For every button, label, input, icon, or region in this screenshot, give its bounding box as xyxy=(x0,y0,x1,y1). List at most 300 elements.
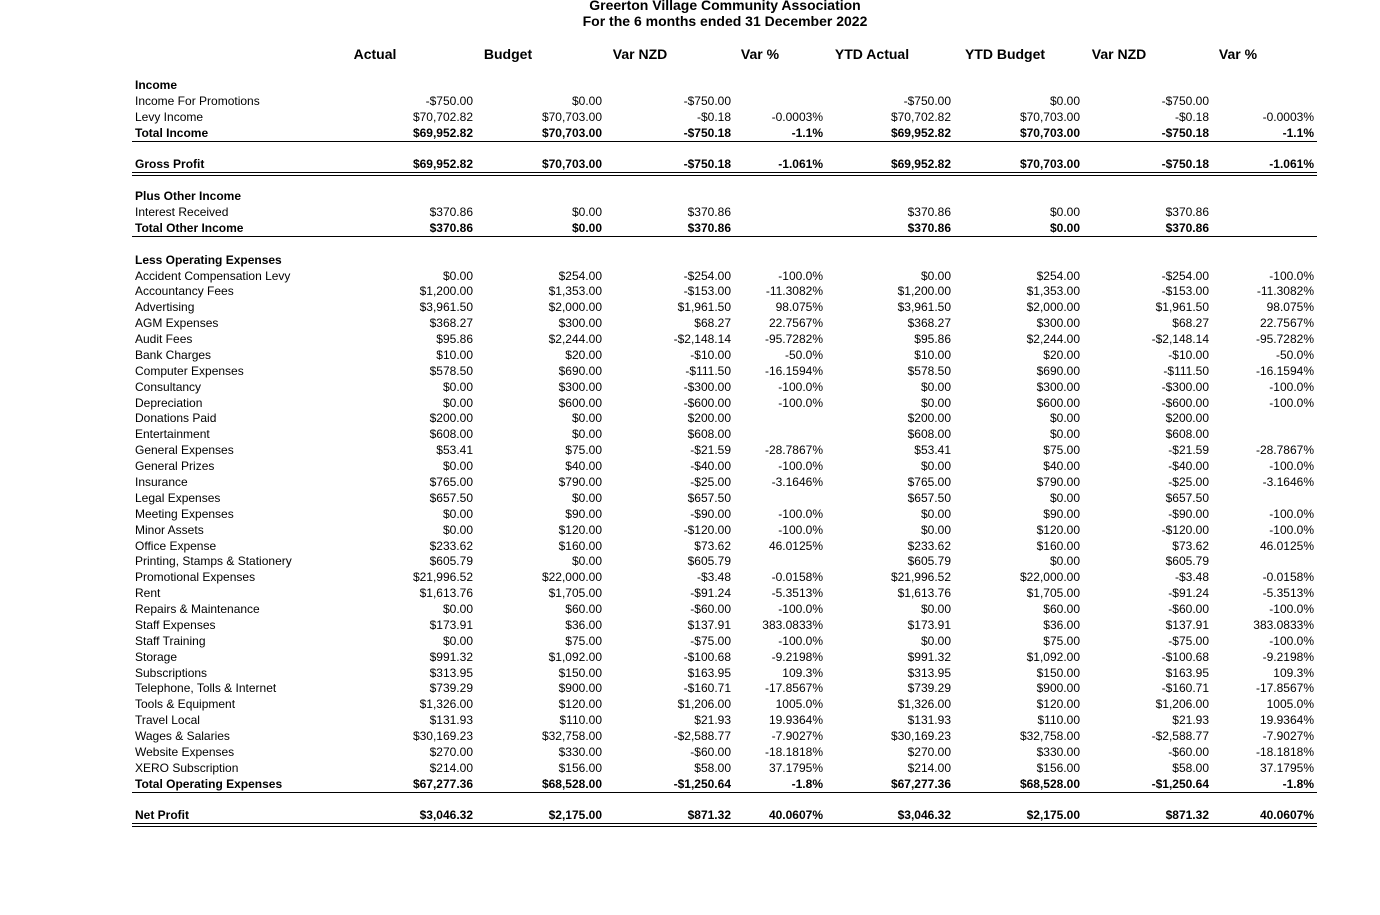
table-row xyxy=(0,111,1380,127)
table-row xyxy=(0,762,1380,778)
cell-value: $90.00 xyxy=(565,506,602,521)
cell-value: $690.00 xyxy=(1036,363,1080,378)
cell-value: $608.00 xyxy=(687,427,731,442)
row-label: XERO Subscription xyxy=(135,760,239,775)
cell-value: $608.00 xyxy=(907,427,951,442)
cell-value: -100.0% xyxy=(1269,395,1314,410)
cell-value: -$100.68 xyxy=(1161,649,1209,664)
cell-value: -0.0158% xyxy=(1262,570,1314,585)
cell-value: 22.7567% xyxy=(1259,316,1314,331)
cell-value: -$750.00 xyxy=(903,93,951,108)
cell-value: -$750.00 xyxy=(683,93,731,108)
cell-value: $991.32 xyxy=(907,649,951,664)
cell-value: $1,961.50 xyxy=(677,300,731,315)
cell-value: $0.00 xyxy=(571,490,602,505)
cell-value: -$60.00 xyxy=(690,744,731,759)
cell-value: $0.00 xyxy=(442,522,473,537)
cell-value: -$111.50 xyxy=(1163,363,1209,378)
cell-value: 109.3% xyxy=(782,665,823,680)
cell-value: $0.00 xyxy=(920,522,951,537)
cell-value: $3,046.32 xyxy=(419,808,473,823)
cell-value: $270.00 xyxy=(907,744,951,759)
cell-value: $871.32 xyxy=(1165,808,1209,823)
table-row xyxy=(0,667,1380,683)
cell-value: $368.27 xyxy=(907,316,951,331)
double-underline xyxy=(132,823,1317,827)
cell-value: $254.00 xyxy=(1036,268,1080,283)
table-row xyxy=(0,301,1380,317)
cell-value: $1,961.50 xyxy=(1155,300,1209,315)
cell-value: -$600.00 xyxy=(683,395,731,410)
row-label: Advertising xyxy=(135,300,195,315)
cell-value: $657.50 xyxy=(907,490,951,505)
table-row xyxy=(0,635,1380,651)
cell-value: 383.0833% xyxy=(762,617,823,632)
cell-value: $68.27 xyxy=(694,316,731,331)
cell-value: $0.00 xyxy=(920,633,951,648)
cell-value: $32,758.00 xyxy=(1019,729,1080,744)
column-header: Budget xyxy=(483,46,533,62)
cell-value: $0.00 xyxy=(1049,205,1080,220)
cell-value: -100.0% xyxy=(778,459,823,474)
cell-value: -1.8% xyxy=(791,776,823,791)
cell-value: $605.79 xyxy=(687,554,731,569)
column-header: Var NZD xyxy=(1091,46,1147,62)
row-label: Repairs & Maintenance xyxy=(135,602,260,617)
cell-value: $1,705.00 xyxy=(548,586,602,601)
cell-value: $657.50 xyxy=(687,490,731,505)
cell-value: $214.00 xyxy=(907,760,951,775)
cell-value: -$40.00 xyxy=(690,459,731,474)
cell-value: $605.79 xyxy=(429,554,473,569)
cell-value: $68,528.00 xyxy=(541,776,602,791)
cell-value: $0.00 xyxy=(1049,490,1080,505)
cell-value: -$91.24 xyxy=(690,586,731,601)
cell-value: $3,046.32 xyxy=(897,808,951,823)
total-underline xyxy=(132,236,1317,237)
cell-value: $0.00 xyxy=(442,506,473,521)
cell-value: $370.86 xyxy=(429,205,473,220)
cell-value: $0.00 xyxy=(571,554,602,569)
column-header: Var % xyxy=(1218,46,1258,62)
cell-value: -0.0003% xyxy=(1262,109,1314,124)
cell-value: 1005.0% xyxy=(1266,697,1314,712)
cell-value: $137.91 xyxy=(1165,617,1209,632)
cell-value: -$0.18 xyxy=(1174,109,1209,124)
cell-value: $2,000.00 xyxy=(548,300,602,315)
cell-value: $1,613.76 xyxy=(897,586,951,601)
cell-value: $200.00 xyxy=(1165,411,1209,426)
cell-value: $790.00 xyxy=(558,475,602,489)
cell-value: $20.00 xyxy=(565,347,602,362)
cell-value: 40.0607% xyxy=(1259,808,1314,823)
cell-value: -100.0% xyxy=(778,506,823,521)
cell-value: $0.00 xyxy=(1049,427,1080,442)
cell-value: $2,244.00 xyxy=(548,332,602,347)
cell-value: -16.1594% xyxy=(1255,363,1314,378)
cell-value: $578.50 xyxy=(907,363,951,378)
cell-value: $2,244.00 xyxy=(1026,332,1080,347)
cell-value: -3.1646% xyxy=(1262,475,1314,489)
cell-value: $70,702.82 xyxy=(412,109,473,124)
cell-value: $233.62 xyxy=(907,538,951,553)
cell-value: $608.00 xyxy=(1165,427,1209,442)
cell-value: -$90.00 xyxy=(1168,506,1209,521)
cell-value: $739.29 xyxy=(907,681,951,696)
cell-value: -$254.00 xyxy=(1161,268,1209,283)
cell-value: 46.0125% xyxy=(768,538,823,553)
cell-value: -$750.18 xyxy=(1161,125,1209,140)
cell-value: -50.0% xyxy=(1275,347,1314,362)
column-header: Var NZD xyxy=(612,46,668,62)
cell-value: -11.3082% xyxy=(765,284,823,299)
cell-value: $313.95 xyxy=(429,665,473,680)
cell-value: 98.075% xyxy=(1266,300,1314,315)
cell-value: $1,353.00 xyxy=(1026,284,1080,299)
cell-value: $330.00 xyxy=(558,744,602,759)
row-label: Total Other Income xyxy=(135,220,244,235)
cell-value: $3,961.50 xyxy=(897,300,951,315)
cell-value: $0.00 xyxy=(1049,93,1080,108)
total-underline xyxy=(132,141,1317,142)
column-header: YTD Budget xyxy=(964,46,1046,62)
cell-value: $368.27 xyxy=(429,316,473,331)
cell-value: $0.00 xyxy=(442,602,473,617)
cell-value: $3,961.50 xyxy=(419,300,473,315)
cell-value: $657.50 xyxy=(1165,490,1209,505)
cell-value: $137.91 xyxy=(687,617,731,632)
cell-value: -100.0% xyxy=(1269,522,1314,537)
table-row xyxy=(0,698,1380,714)
cell-value: $370.86 xyxy=(907,205,951,220)
cell-value: -95.7282% xyxy=(1255,332,1314,347)
cell-value: -$2,588.77 xyxy=(673,729,731,744)
cell-value: $75.00 xyxy=(565,633,602,648)
table-row xyxy=(0,317,1380,333)
table-row xyxy=(0,381,1380,397)
row-label: Donations Paid xyxy=(135,411,217,426)
table-row xyxy=(0,555,1380,571)
cell-value: $0.00 xyxy=(920,506,951,521)
cell-value: $75.00 xyxy=(1043,633,1080,648)
cell-value: $53.41 xyxy=(436,443,473,458)
row-label: Office Expense xyxy=(135,538,217,553)
row-label: Total Operating Expenses xyxy=(135,776,283,791)
cell-value: $765.00 xyxy=(429,475,473,489)
cell-value: $0.00 xyxy=(1049,554,1080,569)
cell-value: -$2,148.14 xyxy=(673,332,731,347)
cell-value: $200.00 xyxy=(429,411,473,426)
table-row xyxy=(0,714,1380,730)
row-label: AGM Expenses xyxy=(135,316,219,331)
cell-value: -100.0% xyxy=(1269,379,1314,394)
cell-value: -$21.59 xyxy=(690,443,731,458)
cell-value: -100.0% xyxy=(778,268,823,283)
cell-value: -$91.24 xyxy=(1168,586,1209,601)
cell-value: -$160.71 xyxy=(683,681,731,696)
cell-value: $1,092.00 xyxy=(1026,649,1080,664)
column-header: YTD Actual xyxy=(834,46,910,62)
cell-value: $70,703.00 xyxy=(1019,125,1080,140)
cell-value: $75.00 xyxy=(565,443,602,458)
table-row xyxy=(0,349,1380,365)
cell-value: $0.00 xyxy=(571,220,602,235)
cell-value: -100.0% xyxy=(1269,506,1314,521)
row-label: Staff Expenses xyxy=(135,617,216,632)
row-label: Income For Promotions xyxy=(135,93,260,108)
row-label: Income xyxy=(135,78,178,92)
cell-value: $67,277.36 xyxy=(412,776,473,791)
cell-value: $0.00 xyxy=(571,411,602,426)
cell-value: $21,996.52 xyxy=(890,570,951,585)
cell-value: $313.95 xyxy=(907,665,951,680)
cell-value: $300.00 xyxy=(1036,316,1080,331)
cell-value: $36.00 xyxy=(1043,617,1080,632)
cell-value: -$3.48 xyxy=(696,570,731,585)
cell-value: $790.00 xyxy=(1036,475,1080,489)
section-heading xyxy=(0,190,1380,206)
cell-value: $21.93 xyxy=(1172,713,1209,728)
cell-value: $900.00 xyxy=(558,681,602,696)
cell-value: -$300.00 xyxy=(683,379,731,394)
cell-value: 37.1795% xyxy=(768,760,823,775)
cell-value: $0.00 xyxy=(1049,220,1080,235)
cell-value: $10.00 xyxy=(914,347,951,362)
cell-value: -100.0% xyxy=(778,602,823,617)
cell-value: $370.86 xyxy=(687,205,731,220)
cell-value: -1.061% xyxy=(778,157,823,172)
cell-value: $605.79 xyxy=(1165,554,1209,569)
cell-value: 19.9364% xyxy=(768,713,823,728)
cell-value: $110.00 xyxy=(1037,713,1080,728)
cell-value: $600.00 xyxy=(1036,395,1080,410)
cell-value: $1,206.00 xyxy=(677,697,731,712)
cell-value: -100.0% xyxy=(778,522,823,537)
cell-value: $120.00 xyxy=(558,697,602,712)
cell-value: $600.00 xyxy=(558,395,602,410)
table-row xyxy=(0,682,1380,698)
cell-value: $0.00 xyxy=(442,395,473,410)
cell-value: -28.7867% xyxy=(1255,443,1314,458)
cell-value: -5.3513% xyxy=(1262,586,1314,601)
cell-value: $0.00 xyxy=(571,93,602,108)
cell-value: -$153.00 xyxy=(1161,284,1209,299)
cell-value: -$75.00 xyxy=(1168,633,1209,648)
cell-value: $156.00 xyxy=(558,760,602,775)
cell-value: -$90.00 xyxy=(690,506,731,521)
table-row xyxy=(0,333,1380,349)
cell-value: 1005.0% xyxy=(775,697,823,712)
table-row xyxy=(0,397,1380,413)
cell-value: $30,169.23 xyxy=(890,729,951,744)
cell-value: $233.62 xyxy=(429,538,473,553)
table-row xyxy=(0,428,1380,444)
cell-value: 383.0833% xyxy=(1253,617,1314,632)
cell-value: $200.00 xyxy=(907,411,951,426)
section-heading xyxy=(0,79,1380,95)
cell-value: $608.00 xyxy=(429,427,473,442)
cell-value: -$25.00 xyxy=(690,475,731,489)
table-row xyxy=(0,492,1380,508)
cell-value: $156.00 xyxy=(1036,760,1080,775)
cell-value: $160.00 xyxy=(558,538,602,553)
cell-value: $214.00 xyxy=(429,760,473,775)
table-row xyxy=(0,603,1380,619)
cell-value: $200.00 xyxy=(687,411,731,426)
cell-value: -100.0% xyxy=(778,395,823,410)
cell-value: $73.62 xyxy=(694,538,731,553)
cell-value: -100.0% xyxy=(1269,268,1314,283)
row-label: Bank Charges xyxy=(135,347,212,362)
cell-value: $0.00 xyxy=(920,459,951,474)
cell-value: -100.0% xyxy=(778,633,823,648)
cell-value: $53.41 xyxy=(914,443,951,458)
cell-value: 98.075% xyxy=(775,300,823,315)
cell-value: -$21.59 xyxy=(1168,443,1209,458)
report-period: For the 6 months ended 31 December 2022 xyxy=(582,13,868,29)
cell-value: -3.1646% xyxy=(771,475,823,489)
row-label: Rent xyxy=(135,586,161,601)
cell-value: $95.86 xyxy=(914,332,951,347)
cell-value: $1,092.00 xyxy=(548,649,602,664)
cell-value: -1.1% xyxy=(791,125,823,140)
cell-value: -0.0003% xyxy=(771,109,823,124)
cell-value: $163.95 xyxy=(1165,665,1209,680)
row-label: Insurance xyxy=(135,475,188,489)
row-label: Accountancy Fees xyxy=(135,284,234,299)
cell-value: -100.0% xyxy=(1269,459,1314,474)
cell-value: $370.86 xyxy=(1165,205,1209,220)
cell-value: -$40.00 xyxy=(1168,459,1209,474)
cell-value: -100.0% xyxy=(1269,602,1314,617)
row-label: General Expenses xyxy=(135,443,234,458)
row-label: Consultancy xyxy=(135,379,202,394)
row-label: Net Profit xyxy=(135,808,189,823)
cell-value: $110.00 xyxy=(559,713,602,728)
cell-value: $32,758.00 xyxy=(541,729,602,744)
cell-value: -$750.18 xyxy=(683,125,731,140)
cell-value: -$3.48 xyxy=(1174,570,1209,585)
cell-value: $1,326.00 xyxy=(897,697,951,712)
cell-value: $0.00 xyxy=(442,633,473,648)
table-row xyxy=(0,285,1380,301)
cell-value: $70,703.00 xyxy=(541,125,602,140)
cell-value: $67,277.36 xyxy=(890,776,951,791)
cell-value: -100.0% xyxy=(1269,633,1314,648)
cell-value: -$60.00 xyxy=(690,602,731,617)
cell-value: $120.00 xyxy=(1036,522,1080,537)
row-label: Printing, Stamps & Stationery xyxy=(135,554,292,569)
cell-value: $120.00 xyxy=(1036,697,1080,712)
cell-value: -0.0158% xyxy=(771,570,823,585)
row-label: Interest Received xyxy=(135,205,229,220)
column-header: Actual xyxy=(353,46,397,62)
row-label: General Prizes xyxy=(135,459,215,474)
cell-value: $1,206.00 xyxy=(1155,697,1209,712)
cell-value: $90.00 xyxy=(1043,506,1080,521)
cell-value: -18.1818% xyxy=(1255,744,1314,759)
section-heading xyxy=(0,254,1380,270)
table-row xyxy=(0,95,1380,111)
cell-value: -$100.68 xyxy=(683,649,731,664)
cell-value: 37.1795% xyxy=(1259,760,1314,775)
cell-value: $68,528.00 xyxy=(1019,776,1080,791)
cell-value: $150.00 xyxy=(1036,665,1080,680)
row-label: Telephone, Tolls & Internet xyxy=(135,681,277,696)
table-row xyxy=(0,206,1380,222)
cell-value: $21,996.52 xyxy=(412,570,473,585)
row-label: Promotional Expenses xyxy=(135,570,256,585)
cell-value: -$0.18 xyxy=(696,109,731,124)
row-label: Gross Profit xyxy=(135,157,205,172)
cell-value: $58.00 xyxy=(694,760,731,775)
cell-value: $1,200.00 xyxy=(419,284,473,299)
cell-value: $254.00 xyxy=(558,268,602,283)
cell-value: $1,200.00 xyxy=(897,284,951,299)
cell-value: -50.0% xyxy=(784,347,823,362)
row-label: Subscriptions xyxy=(135,665,208,680)
cell-value: 22.7567% xyxy=(768,316,823,331)
cell-value: -$60.00 xyxy=(1168,744,1209,759)
cell-value: -$25.00 xyxy=(1168,475,1209,489)
cell-value: $163.95 xyxy=(687,665,731,680)
table-row xyxy=(0,460,1380,476)
cell-value: -$75.00 xyxy=(690,633,731,648)
cell-value: $173.91 xyxy=(429,617,473,632)
cell-value: $40.00 xyxy=(1043,459,1080,474)
cell-value: $0.00 xyxy=(571,205,602,220)
cell-value: $370.86 xyxy=(687,220,731,235)
table-row xyxy=(0,524,1380,540)
cell-value: $69,952.82 xyxy=(890,125,951,140)
cell-value: $20.00 xyxy=(1043,347,1080,362)
row-label: Storage xyxy=(135,649,178,664)
cell-value: $22,000.00 xyxy=(1019,570,1080,585)
cell-value: $578.50 xyxy=(429,363,473,378)
row-label: Depreciation xyxy=(135,395,203,410)
cell-value: $605.79 xyxy=(907,554,951,569)
cell-value: -7.9027% xyxy=(771,729,823,744)
cell-value: -1.1% xyxy=(1282,125,1314,140)
row-label: Travel Local xyxy=(135,713,200,728)
row-label: Audit Fees xyxy=(135,332,193,347)
cell-value: -$750.00 xyxy=(425,93,473,108)
cell-value: $58.00 xyxy=(1172,760,1209,775)
cell-value: -5.3513% xyxy=(771,586,823,601)
cell-value: $69,952.82 xyxy=(890,157,951,172)
cell-value: $60.00 xyxy=(565,602,602,617)
cell-value: $69,952.82 xyxy=(412,125,473,140)
column-header: Var % xyxy=(740,46,780,62)
row-label: Staff Training xyxy=(135,633,206,648)
cell-value: 19.9364% xyxy=(1259,713,1314,728)
cell-value: $270.00 xyxy=(429,744,473,759)
cell-value: $1,326.00 xyxy=(419,697,473,712)
cell-value: -16.1594% xyxy=(764,363,823,378)
cell-value: $300.00 xyxy=(1036,379,1080,394)
cell-value: -$254.00 xyxy=(683,268,731,283)
report-title: Greerton Village Community Association xyxy=(589,0,861,13)
cell-value: $75.00 xyxy=(1043,443,1080,458)
cell-value: $70,703.00 xyxy=(541,157,602,172)
cell-value: $120.00 xyxy=(558,522,602,537)
cell-value: -$750.18 xyxy=(683,157,731,172)
cell-value: -$2,588.77 xyxy=(1151,729,1209,744)
cell-value: $0.00 xyxy=(920,602,951,617)
row-label: Total Income xyxy=(135,125,209,140)
cell-value: $2,175.00 xyxy=(1026,808,1080,823)
cell-value: $1,353.00 xyxy=(548,284,602,299)
